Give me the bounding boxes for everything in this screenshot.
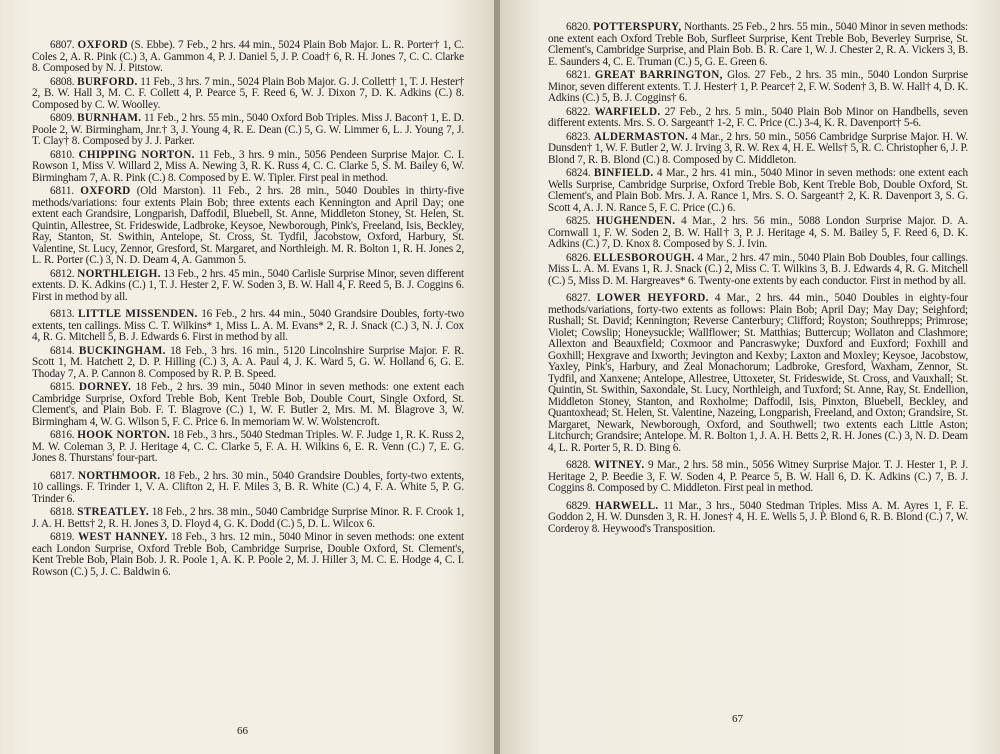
peal-number: 6814.	[50, 344, 75, 357]
peal-entry	[548, 22, 968, 68]
peal-entry	[32, 382, 464, 428]
peal-details: (S. Ebbe). 7 Feb., 2 hrs. 44 min., 5024 Plain Bob Major. L. R. Porter† 1, C. Coles 2, A. R. Pink (C.) 3, A. Gammon 4, P. J. Daniel 5, J. P. Coad† 6, R. H. Jones 7, C. C. Clarke 8. Composed by N. J. Pitstow.	[32, 39, 464, 74]
peal-number: 6826.	[566, 251, 591, 264]
peal-number: 6807.	[50, 39, 75, 51]
peal-details: 11 Feb., 3 hrs. 9 min., 5056 Pendeen Surprise Major. C. I. Rowson 1, Miss V. Willard 2, Miss A. Newing 3, R. K. Russ 4, C. C. Clarke 5, S. M. Bailey 6, W. Birmingham 7, A. R. Pink (C.) 8. Composed by E. W. Tipler. First peal in method.	[32, 148, 464, 184]
peal-place: OXFORD	[77, 39, 128, 51]
peal-details: Northants. 25 Feb., 2 hrs. 55 min., 5040 Minor in seven methods: one extent each Oxford Treble Bob, Surfleet Surprise, Kent Treble Bob, Beverley Surprise, St. Clement's, Cambridge Surprise, and Plain Bob. B. R. Care 1, W. J. Chester 2, R. A. Vickers 3, B. E. Saunders 4, C. E. Truman (C.) 5, G. E. Green 6.	[548, 21, 968, 68]
peal-number: 6823.	[566, 130, 591, 143]
peal-place: NORTHMOOR.	[77, 469, 161, 482]
peal-place: WEST HANNEY.	[77, 531, 168, 543]
peal-place: ELLESBOROUGH.	[593, 251, 695, 264]
peal-place: WARFIELD.	[594, 105, 661, 118]
left-page-number: 66	[237, 725, 248, 737]
peal-place: ALDERMASTON.	[593, 130, 689, 143]
peal-entry	[32, 532, 464, 578]
peal-place: BUCKINGHAM.	[78, 344, 166, 357]
peal-entry	[32, 430, 464, 465]
peal-details: 4 Mar., 2 hrs. 47 min., 5040 Plain Bob Doubles, four callings. Miss L. A. M. Evans 1, R. J. Snack (C.) 2, Miss C. T. Wilkins 3, B. J. Edwards 4, R. G. Mitchell (C.) 5, Miss D. M. Hargreaves* 6. Twenty-one extents by each conductor. First in method by all.	[548, 251, 968, 287]
right-page	[500, 0, 1000, 754]
peal-number: 6824.	[566, 167, 591, 179]
peal-place: BURFORD.	[77, 75, 138, 88]
peal-number: 6810.	[50, 148, 75, 161]
peal-place: HOOK NORTON.	[77, 429, 170, 441]
peal-number: 6817.	[50, 469, 75, 482]
peal-place: STREATLEY.	[77, 506, 149, 518]
peal-entry	[548, 501, 968, 536]
peal-place: LOWER HEYFORD.	[596, 292, 709, 304]
peal-place: WITNEY.	[594, 459, 645, 471]
peal-place: BURNHAM.	[77, 112, 142, 124]
peal-number: 6819.	[50, 531, 75, 543]
right-column	[548, 22, 968, 537]
peal-entry	[32, 471, 464, 506]
peal-entry	[32, 309, 464, 344]
left-page	[0, 0, 494, 754]
peal-details: 4 Mar., 2 hrs. 50 min., 5056 Cambridge Surprise Major. H. W. Dunsden† 1, W. F. Butler 2, W. J. Irving 3, R. W. Rex 4, H. E. Wells† 5, R. C. Christopher 6, J. P. Blond 7, R. B. Blond (C.) 8. Composed by C. Middleton.	[548, 130, 969, 166]
peal-details: 13 Feb., 2 hrs. 45 min., 5040 Carlisle Surprise Minor, seven different extents. D. K. Adkins (C.) 1, T. J. Hester 2, F. W. Soden 3, B. W. Hall 4, F. Reed 5, B. J. Coggins 6. First in method by all.	[32, 267, 464, 303]
peal-entry	[548, 107, 968, 130]
peal-entry	[548, 253, 968, 288]
peal-number: 6808.	[50, 75, 75, 88]
peal-number: 6820.	[566, 21, 591, 33]
peal-details: (Old Marston). 11 Feb., 2 hrs. 28 min., 5040 Doubles in thirty-five methods/variations: four extents Plain Bob; three extents each Kennington and April Day; one extent each Grandsire, Longparish, Daffodil, Bluebell, St. Anne, Middleton Stoney, St. Helen, St. Quintin, Allestree, St. Frideswide, Ladbroke, Keysoe, Newborough, Pink's, Freeland, Isis, Beckley, Ray, Stanton, St. Swithin, Antelope, St. Cross, St. Tydfil, Jacobstow, Oxford, Harbury, St. Valentine, St. Lucy, Zennor, Gresford, St. Margaret, and Northleigh. M. R. Bolton 1, R. H. Jones 2, L. R. Porter (C.) 3, N. D. Deam 4, A. Gammon 5.	[32, 185, 464, 266]
peal-details: 18 Feb., 2 hrs. 38 min., 5040 Cambridge Surprise Minor. R. F. Crook 1, J. A. H. Betts† 2, R. H. Jones 3, D. Floyd 4, G. K. Dodd (C.) 5, D. L. Wilcox 6.	[32, 506, 464, 530]
peal-number: 6815.	[50, 381, 75, 393]
peal-details: 11 Mar., 3 hrs., 5040 Stedman Triples. Miss A. M. Ayres 1, F. E. Goddon 2, H. W. Dunsden 3, R. H. Jones† 4, H. E. Wells 5, J. P. Blond 6, R. B. Blond (C.) 7, W. Corderoy 8. Heywood's Transposition.	[548, 499, 968, 535]
peal-place: HUGHENDEN.	[596, 215, 676, 227]
peal-entry	[32, 346, 464, 381]
right-page-number: 67	[732, 713, 743, 725]
peal-number: 6827.	[566, 292, 591, 304]
peal-details: 4 Mar., 2 hrs. 56 min., 5088 London Surprise Major. D. A. Cornwall 1, F. W. Soden 2, B. W. Hall† 3, P. J. Heritage 4, S. M. Bailey 5, F. Reed 6, D. K. Adkins (C.) 7, D. Knox 8. Composed by S. J. Ivin.	[548, 215, 968, 250]
peal-entry	[32, 113, 464, 148]
peal-details: 4 Mar., 2 hrs. 41 min., 5040 Minor in seven methods: one extent each Wells Surprise, Cambridge Surprise, Oxford Treble Bob, Kent Treble Bob, Double Oxford, St. Clement's, and Plain Bob. Mrs. J. A. Rance 1, Mrs. S. O. Sargeant† 2, K. R. Davenport 3, S. G. Scott 4, A. J. N. Rance 5, F. C. Price (C.) 6.	[548, 167, 968, 214]
peal-place: OXFORD	[80, 185, 131, 197]
peal-number: 6829.	[566, 499, 591, 512]
peal-number: 6821.	[566, 69, 591, 81]
peal-number: 6816.	[50, 429, 75, 441]
peal-entry	[32, 186, 464, 267]
peal-entry	[548, 70, 968, 105]
peal-details: Glos. 27 Feb., 2 hrs. 35 min., 5040 London Surprise Minor, seven different extents. T. J. Hester† 1, P. Pearce† 2, F. W. Soden† 3, B. W. Hall† 4, D. K. Adkins (C.) 5, B. J. Coggins† 6.	[548, 69, 968, 104]
peal-details: 4 Mar., 2 hrs. 44 min., 5040 Doubles in eighty-four methods/variations, forty-two extents as follows: Plain Bob; April Day; May Day; Seighford; Rushall; St. David; Kennington; Reverse Canterbury; Clifford; Royston; Southrepps; Primrose; Violet; Cowslip; Honeysuckle; Wallflower; St. Matthias; Buttercup; Wollaton and Clashmore; Allexton and Beauxfield; Coxmoor and Pancraswyke; Duxford and Euxford; Foxhill and Goxhill; Hexgrave and Ixworth; Jevington and Kexby; Laxton and Moxley; Keysoe, Jacobstow, Yaxley, Pink's, Harbury, and Zeal Monachorum; Ladbroke, Gresford, Waxham, Zennor, St. Tydfil, and Xanxene; Antelope, Allestree, Uttoxeter, St. Frideswide, St. Cross, and Vauxhall; St. Quintin, St. Swithin, Saxondale, St. Lucy, Northleigh, and Tuxford; St. Anne, Ray, St. Endellion, Middleton Stoney, Stanton, and Roxholme; Daffodil, Isis, Pinxton, Bluebell, Beckley, and Quantoxhead; St. Helen, St. Valentine, Nazeing, Longparish, Freeland, and Oxton; Grandsire, St. Margaret, Newark, Newborough, Oxford, and Southwell; two extents each Little Aston; Litchurch; Grandsire; Antelope. M. R. Bolton 1, J. A. H. Betts 2, R. H. Jones (C.) 3, N. D. Deam 4, L. R. Porter 5, R. D. Bing 6.	[548, 292, 968, 454]
peal-details: 16 Feb., 2 hrs. 44 min., 5040 Grandsire Doubles, forty-two extents, ten callings. Miss C. T. Wilkins* 1, Miss L. A. M. Evans* 2, R. J. Snack (C.) 3, N. J. Cox 4, R. G. Mitchell 5, B. J. Edwards 6. First in method by all.	[32, 308, 464, 343]
peal-place: BINFIELD.	[593, 167, 654, 179]
peal-number: 6812.	[50, 267, 75, 280]
peal-details: 18 Feb., 3 hrs. 16 min., 5120 Lincolnshire Surprise Major. F. R. Scott 1, M. Hatchett 2, D. P. Hilling (C.) 3, A. A. Paul 4, J. K. Ward 5, G. W. Holland 6, G. E. Thoday 7, A. P. Cannon 8. Composed by R. P. B. Speed.	[32, 344, 465, 380]
left-column	[32, 40, 464, 580]
peal-entry	[32, 77, 464, 112]
peal-place: LITTLE MISSENDEN.	[77, 308, 198, 320]
peal-number: 6822.	[566, 105, 591, 118]
peal-number: 6828.	[566, 459, 591, 471]
peal-number: 6813.	[50, 308, 75, 320]
peal-entry	[32, 40, 464, 75]
peal-place: DORNEY.	[78, 381, 132, 393]
peal-number: 6811.	[50, 185, 75, 197]
peal-entry	[548, 460, 968, 495]
peal-entry	[32, 150, 464, 185]
peal-details: 11 Feb., 3 hrs. 7 min., 5024 Plain Bob Major. G. J. Collett† 1, T. J. Hester† 2, B. W. Hall 3, M. C. F. Collett 4, P. Pearce 5, F. Reed 6, W. J. Dixon 7, D. K. Adkins (C.) 8. Composed by C. W. Woolley.	[32, 75, 464, 111]
peal-entry	[548, 216, 968, 251]
peal-place: NORTHLEIGH.	[77, 267, 161, 280]
peal-entry	[548, 293, 968, 454]
peal-entry	[32, 507, 464, 530]
peal-details: 18 Feb., 3 hrs. 12 min., 5040 Minor in seven methods: one extent each London Surprise, Oxford Treble Bob, Cambridge Surprise, Double Oxford, St. Clement's, Kent Treble Bob, Plain Bob. J. R. Poole 1, A. K. P. Poole 2, M. J. Hiller 3, M. C. E. Hodge 4, C. I. Rowson (C.) 5, J. C. Baldwin 6.	[32, 531, 464, 578]
peal-details: 18 Feb., 2 hrs. 39 min., 5040 Minor in seven methods: one extent each Cambridge Surprise, Oxford Treble Bob, Kent Treble Bob, Double Court, Single Oxford, St. Clement's, and Plain Bob. F. T. Blagrove (C.) 1, W. F. Butler 2, Mrs. M. M. Blagrove 3, W. Birmingham 4, W. G. Wilson 5, F. C. Price 6. In memoriam W. W. Wolstencroft.	[32, 381, 464, 428]
peal-number: 6825.	[566, 215, 591, 227]
peal-entry	[548, 132, 968, 167]
peal-place: POTTERSPURY,	[593, 21, 682, 33]
peal-details: 9 Mar., 2 hrs. 58 min., 5056 Witney Surprise Major. T. J. Hester 1, P. J. Heritage 2, P. Beedie 3, F. W. Soden 4, P. Pearce 5, B. W. Hall 6, D. K. Adkins (C.) 7, B. J. Coggins 8. Composed by C. Middleton. First peal in method.	[548, 459, 968, 494]
peal-number: 6818.	[50, 506, 75, 518]
peal-place: CHIPPING NORTON.	[78, 148, 195, 161]
peal-details: 11 Feb., 2 hrs. 55 min., 5040 Oxford Bob Triples. Miss J. Bacon† 1, E. D. Poole 2, W. Birmingham, Jnr.† 3, J. Young 4, R. E. Dean (C.) 5, G. W. Limmer 6, L. J. Young 7, J. T. Clay† 8. Composed by J. J. Parker.	[32, 112, 464, 147]
peal-details: 18 Feb., 2 hrs. 30 min., 5040 Grandsire Doubles, forty-two extents, 10 callings. F. Trinder 1, V. A. Clifton 2, H. F. Miles 3, B. R. White (C.) 4, F. A. White 5, P. G. Trinder 6.	[32, 469, 464, 505]
peal-details: 27 Feb., 2 hrs. 5 min., 5040 Plain Bob Minor on Handbells, seven different extents. Mrs. S. O. Sargeant† 1-2, F. C. Price (C.) 3-4, K. R. Davenport† 5-6.	[548, 105, 968, 129]
peal-place: HARWELL.	[595, 499, 659, 512]
peal-number: 6809.	[50, 112, 75, 124]
peal-entry	[548, 168, 968, 214]
peal-details: 18 Feb., 3 hrs., 5040 Stedman Triples. W. F. Judge 1, R. K. Russ 2, M. W. Coleman 3, P. J. Heritage 4, C. C. Clarke 5, F. A. H. Wilkins 6, E. R. Venn (C.) 7, E. G. Jones 8. Thurstans' four-part.	[32, 429, 464, 464]
peal-entry	[32, 269, 464, 304]
peal-place: GREAT BARRINGTON,	[594, 69, 723, 81]
